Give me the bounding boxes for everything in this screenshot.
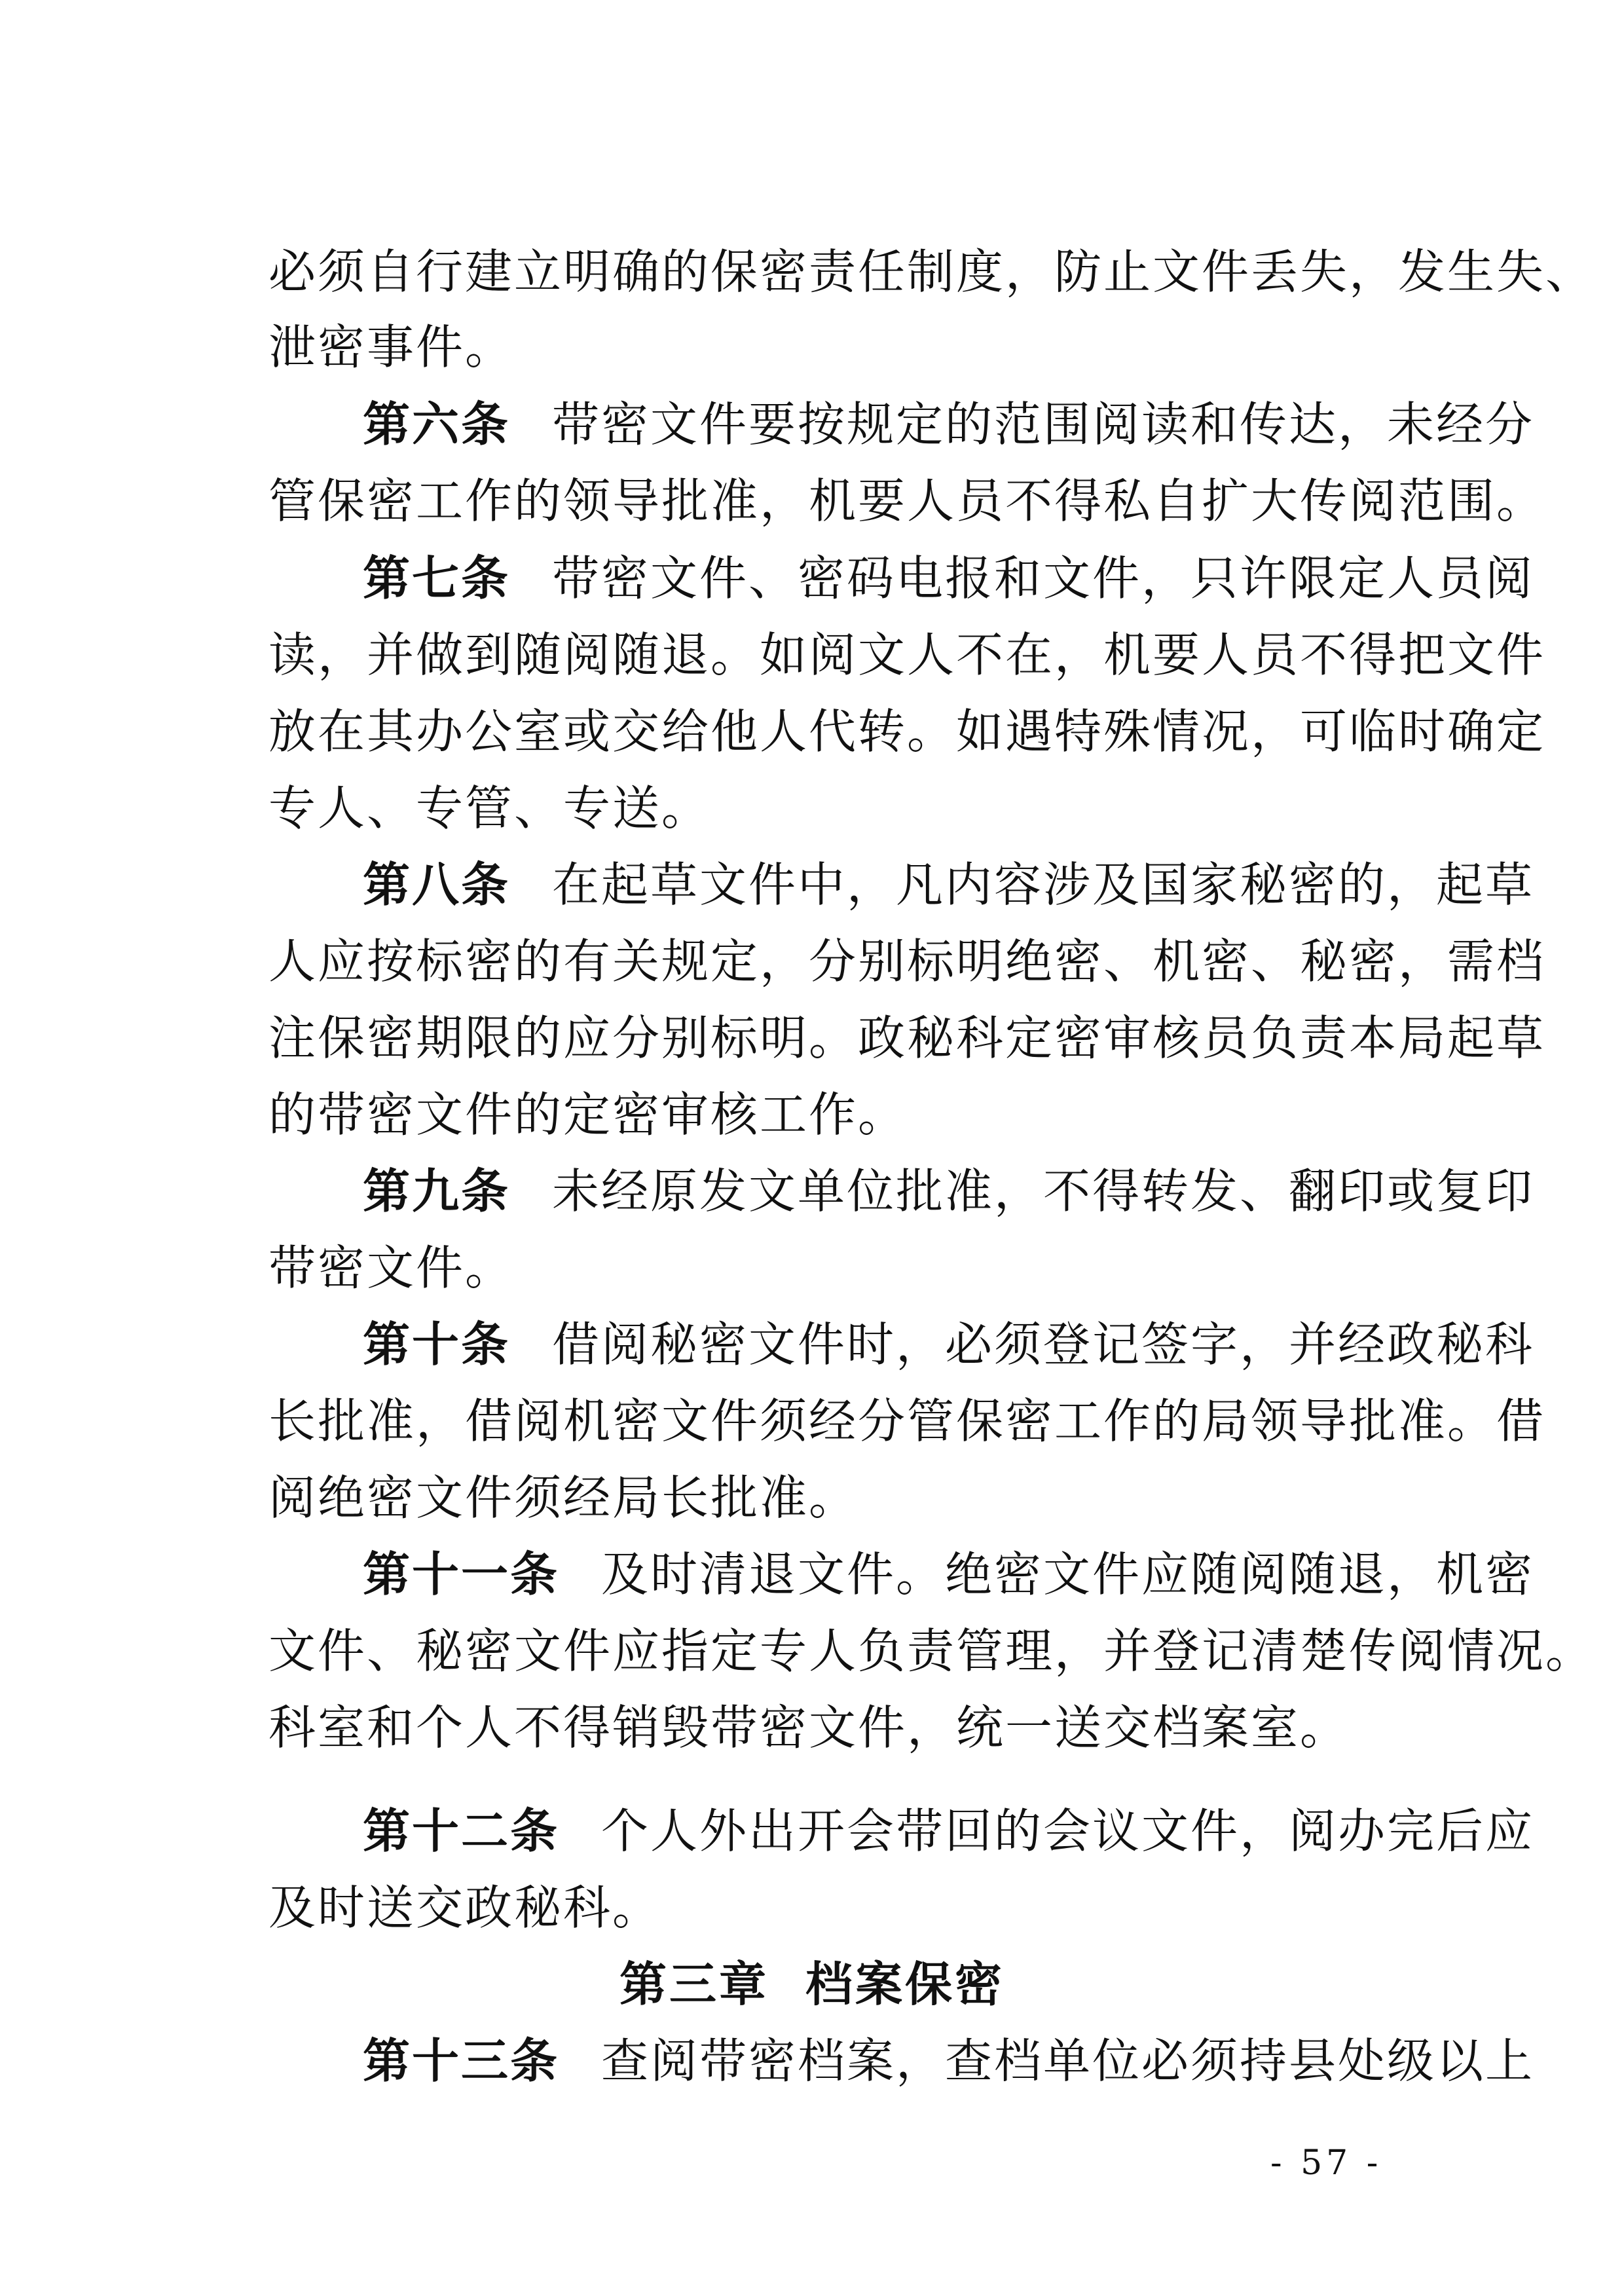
chapter-title: 档案保密: [805, 1957, 1005, 2012]
article-line: 带密文件。: [268, 1240, 515, 1295]
article-line: 放在其办公室或交给他人代转。如遇特殊情况，可临时确定: [268, 704, 1546, 759]
article-7: [363, 549, 1535, 608]
article-number: 第十三条: [363, 2033, 560, 2088]
article-line: 管保密工作的领导批准，机要人员不得私自扩大传阅范围。: [268, 473, 1546, 528]
intro-line: 必须自行建立明确的保密责任制度，防止文件丢失，发生失、: [268, 244, 1595, 299]
article-line: 科室和个人不得销毁带密文件，统一送交档案室。: [268, 1700, 1350, 1755]
article-number: 第八条: [363, 857, 511, 912]
article-line: 专人、专管、专送。: [268, 781, 711, 836]
article-9: [363, 1162, 1535, 1221]
article-line: 注保密期限的应分别标明。政秘科定密审核员负责本局起草: [268, 1010, 1546, 1065]
chapter-number: 第三章: [619, 1957, 769, 2012]
article-line: 的带密文件的定密审核工作。: [268, 1087, 908, 1142]
article-line: 人应按标密的有关规定，分别标明绝密、机密、秘密，需档: [268, 934, 1546, 989]
article-number: 第十一条: [363, 1547, 560, 1602]
article-line: 长批准，借阅机密文件须经分管保密工作的局领导批准。借: [268, 1394, 1546, 1449]
article-text: 借阅秘密文件时，必须登记签字，并经政秘科: [552, 1317, 1535, 1372]
article-number: 第六条: [363, 397, 511, 452]
intro-line: 泄密事件。: [268, 320, 515, 375]
article-number: 第十条: [363, 1317, 511, 1372]
article-13: [363, 2031, 1535, 2090]
chapter-heading: [0, 1955, 1624, 2014]
article-line: 阅绝密文件须经局长批准。: [268, 1470, 858, 1525]
article-number: 第七条: [363, 551, 511, 606]
article-line: 读，并做到随阅随退。如阅文人不在，机要人员不得把文件: [268, 627, 1546, 682]
article-12: [363, 1802, 1535, 1861]
article-number: 第九条: [363, 1164, 511, 1219]
page-number: - 57 -: [1270, 2143, 1382, 2183]
article-text: 在起草文件中，凡内容涉及国家秘密的，起草: [552, 857, 1535, 912]
article-text: 带密文件、密码电报和文件，只许限定人员阅: [552, 551, 1535, 606]
article-text: 个人外出开会带回的会议文件，阅办完后应: [601, 1804, 1535, 1859]
article-line: 及时送交政秘科。: [268, 1880, 662, 1935]
article-8: [363, 855, 1535, 914]
article-text: 带密文件要按规定的范围阅读和传达，未经分: [552, 397, 1535, 452]
article-6: [363, 395, 1535, 454]
article-text: 未经原发文单位批准，不得转发、翻印或复印: [552, 1164, 1535, 1219]
article-text: 查阅带密档案，查档单位必须持县处级以上: [601, 2033, 1535, 2088]
article-text: 及时清退文件。绝密文件应随阅随退，机密: [601, 1547, 1535, 1602]
article-11: [363, 1545, 1535, 1604]
article-number: 第十二条: [363, 1804, 560, 1859]
article-10: [363, 1315, 1535, 1374]
article-line: 文件、秘密文件应指定专人负责管理，并登记清楚传阅情况。: [268, 1623, 1595, 1678]
